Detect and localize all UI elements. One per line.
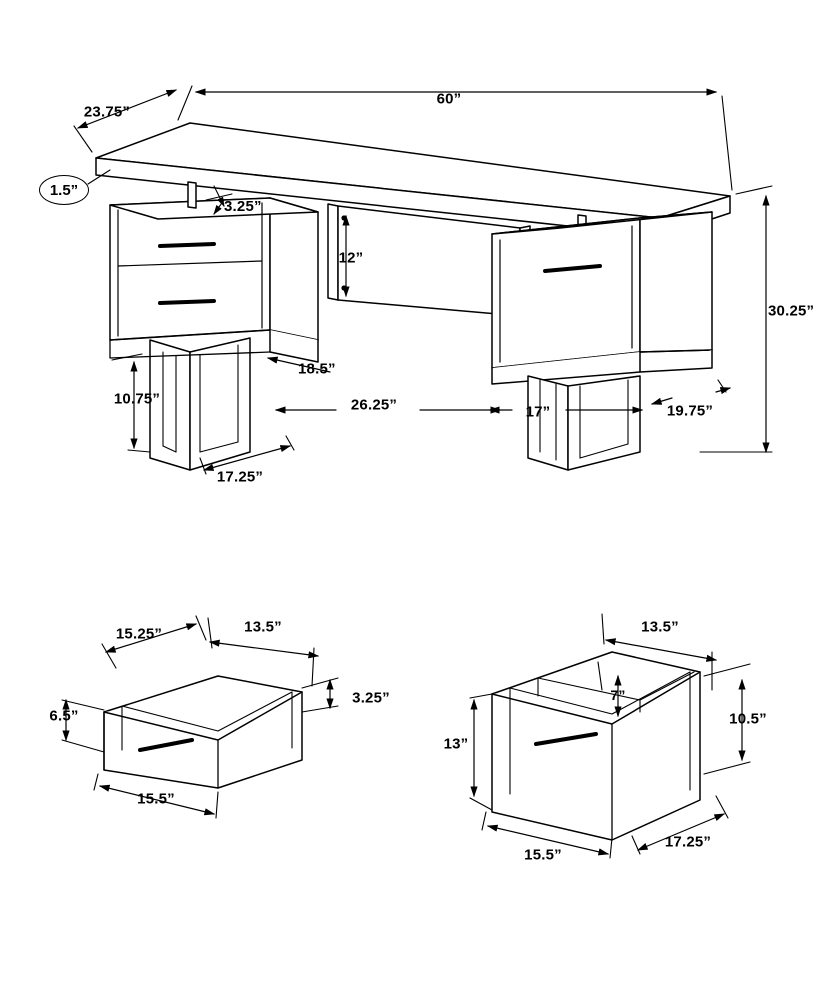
dim-file-drawer-front-width: 15.5” [524, 846, 562, 864]
dim-small-drawer-inner-height: 3.25” [352, 689, 390, 707]
dim-leg-height: 10.75” [113, 390, 161, 408]
dim-desk-top-thickness: 1.5” [49, 181, 79, 199]
dim-right-pedestal-depth: 19.75” [666, 402, 714, 420]
dim-desk-top-depth: 23.75” [83, 103, 131, 121]
dim-small-drawer-inner-depth: 15.25” [115, 625, 163, 643]
dim-file-drawer-inner-width: 13.5” [641, 618, 679, 636]
dim-small-drawer-front-width: 15.5” [137, 790, 175, 808]
dim-right-pedestal-width: 17” [525, 403, 551, 421]
dim-file-drawer-divider-height: 7” [610, 687, 626, 703]
dim-center-opening-height: 12” [338, 249, 364, 267]
dim-file-drawer-inner-height: 10.5” [729, 710, 767, 728]
dim-file-drawer-front-height: 13” [443, 735, 469, 753]
dim-left-leg-depth: 17.25” [216, 468, 264, 486]
dim-small-drawer-front-height: 6.5” [49, 707, 79, 725]
dim-file-drawer-side-depth: 17.25” [664, 833, 712, 851]
callout-desk-top-thickness [39, 175, 89, 205]
dim-desk-top-width: 60” [436, 90, 462, 108]
dim-small-drawer-inner-width: 13.5” [244, 618, 282, 636]
dim-overall-height: 30.25” [768, 302, 815, 320]
dim-center-span-width: 26.25” [350, 396, 398, 414]
dim-left-pedestal-depth: 18.5” [298, 360, 336, 378]
dim-drawer-front-height-top: 3.25” [224, 198, 262, 215]
